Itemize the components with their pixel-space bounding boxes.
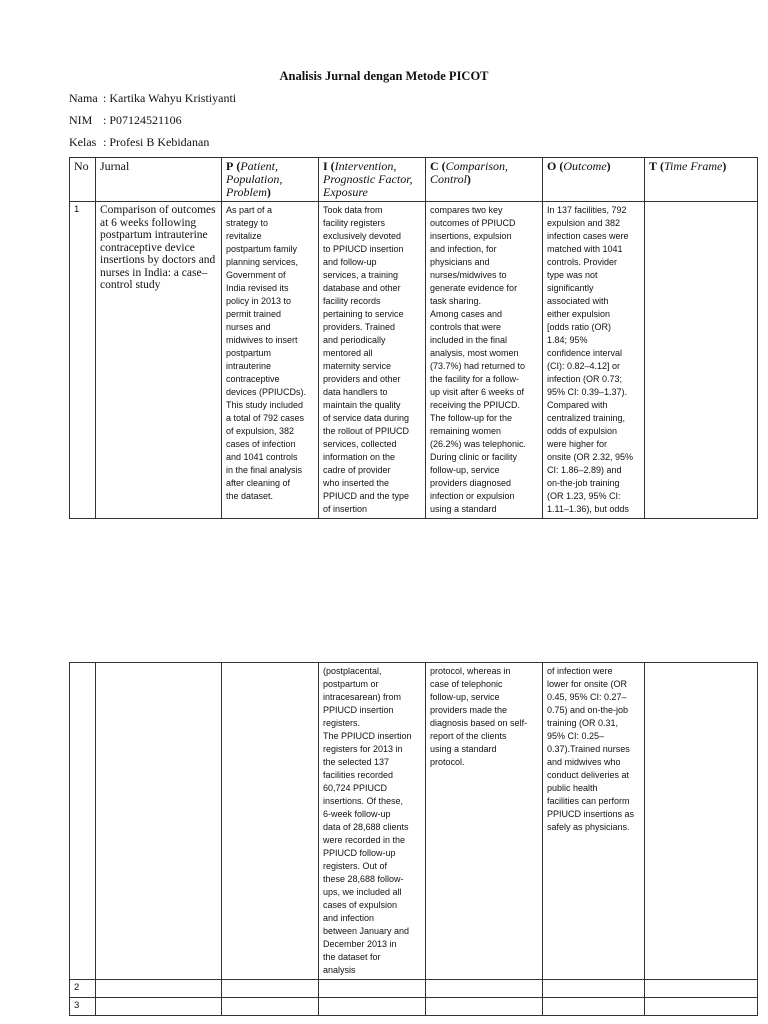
cell-i: [319, 980, 426, 998]
cell-jurnal: [96, 998, 222, 1016]
info-label: Nama: [69, 91, 98, 105]
info-nama: [69, 91, 236, 106]
picot-table: [69, 157, 758, 519]
table-row: [70, 980, 758, 998]
cell-jurnal: Comparison of outcomes at 6 weeks following postpartum intrauterine contraceptive device insertions by doctors and nurses in India: a case–control study: [96, 202, 222, 519]
cell-c: protocol, whereas in case of telephonic follow-up, service providers made the diagnosis based on self- report of the clients using a standard protocol.: [426, 663, 543, 980]
cell-o: [543, 998, 645, 1016]
table-row: [70, 663, 758, 980]
cell-o: In 137 facilities, 792 expulsion and 382 infection cases were matched with 1041 controls. Provider type was not significantly associated with either expulsion [odds ratio (OR) 1.84; 95% confidence interval (CI): 0.82–4.12] or infection (OR 0.73; 95% CI: 0.39–1.37). Compared with centralized training, odds of expulsion were higher for onsite (OR 2.32, 95% CI: 1.86–2.89) and on-the-job training (OR 1.23, 95% CI: 1.11–1.36), but odds: [543, 202, 645, 519]
info-label: NIM: [69, 113, 93, 127]
cell-t: [645, 998, 758, 1016]
cell-no: 2: [70, 980, 96, 998]
cell-p: [222, 998, 319, 1016]
cell-t: [645, 663, 758, 980]
cell-c: [426, 998, 543, 1016]
cell-o: [543, 980, 645, 998]
cell-t: [645, 980, 758, 998]
info-kelas: [69, 135, 209, 150]
header-c: C (Comparison, Control): [426, 158, 543, 202]
document-title: Analisis Jurnal dengan Metode PICOT: [279, 69, 489, 83]
header-t: T (Time Frame): [645, 158, 758, 202]
info-value: : Kartika Wahyu Kristiyanti: [103, 91, 237, 105]
cell-p: [222, 980, 319, 998]
cell-p: [222, 663, 319, 980]
info-nim: [69, 113, 182, 128]
cell-c: [426, 980, 543, 998]
cell-p: As part of a strategy to revitalize postpartum family planning services, Government of India revised its policy in 2013 to permit trained nurses and midwives to insert postpartum intrauterine contraceptive devices (PPIUCDs). This study included a total of 792 cases of expulsion, 382 cases of infection and 1041 controls in the final analysis after cleaning of the dataset.: [222, 202, 319, 519]
cell-no: 1: [70, 202, 96, 519]
cell-i: Took data from facility registers exclusively devoted to PPIUCD insertion and follow-up services, a training database and other facility records pertaining to service providers. Trained and periodically mentored all maternity service providers and other data handlers to maintain the quality of service data during the rollout of PPIUCD services, collected information on the cadre of provider who inserted the PPIUCD and the type of insertion: [319, 202, 426, 519]
cell-i: (postplacental, postpartum or intracesarean) from PPIUCD insertion registers. The PPIUCD insertion registers for 2013 in the selected 137 facilities recorded 60,724 PPIUCD insertions. Of these, 6-week follow-up data of 28,688 clients were recorded in the PPIUCD follow-up registers. Out of these 28,688 follow- ups, we included all cases of expulsion and infection between January and December 2013 in the dataset for analysis: [319, 663, 426, 980]
info-label: Kelas: [69, 135, 97, 149]
cell-c: compares two key outcomes of PPIUCD insertions, expulsion and infection, for physicians and nurses/midwives to generate evidence for task sharing. Among cases and controls that were included in the final analysis, most women (73.7%) had returned to the facility for a follow- up visit after 6 weeks of receiving the PPIUCD. The follow-up for the remaining women (26.2%) was telephonic. During clinic or facility follow-up, service providers diagnosed infection or expulsion using a standard: [426, 202, 543, 519]
header-jurnal: Jurnal: [96, 158, 222, 202]
header-no: No: [70, 158, 96, 202]
table-row: [70, 998, 758, 1016]
table-row: [70, 202, 758, 519]
cell-jurnal: [96, 663, 222, 980]
cell-i: [319, 998, 426, 1016]
cell-no: 3: [70, 998, 96, 1016]
cell-t: [645, 202, 758, 519]
info-value: : P07124521106: [103, 113, 182, 127]
header-o: O (Outcome): [543, 158, 645, 202]
header-row: [70, 158, 758, 202]
info-value: : Profesi B Kebidanan: [103, 135, 210, 149]
cell-jurnal: [96, 980, 222, 998]
header-i: I (Intervention, Prognostic Factor, Exposure: [319, 158, 426, 202]
cell-no: [70, 663, 96, 980]
picot-table-continued: [69, 662, 758, 1016]
cell-o: of infection were lower for onsite (OR 0.45, 95% CI: 0.27– 0.75) and on-the-job training (OR 0.31, 95% CI: 0.25– 0.37).Trained nurses and midwives who conduct deliveries at public health facilities can perform PPIUCD insertions as safely as physicians.: [543, 663, 645, 980]
header-p: P (Patient, Population, Problem): [222, 158, 319, 202]
